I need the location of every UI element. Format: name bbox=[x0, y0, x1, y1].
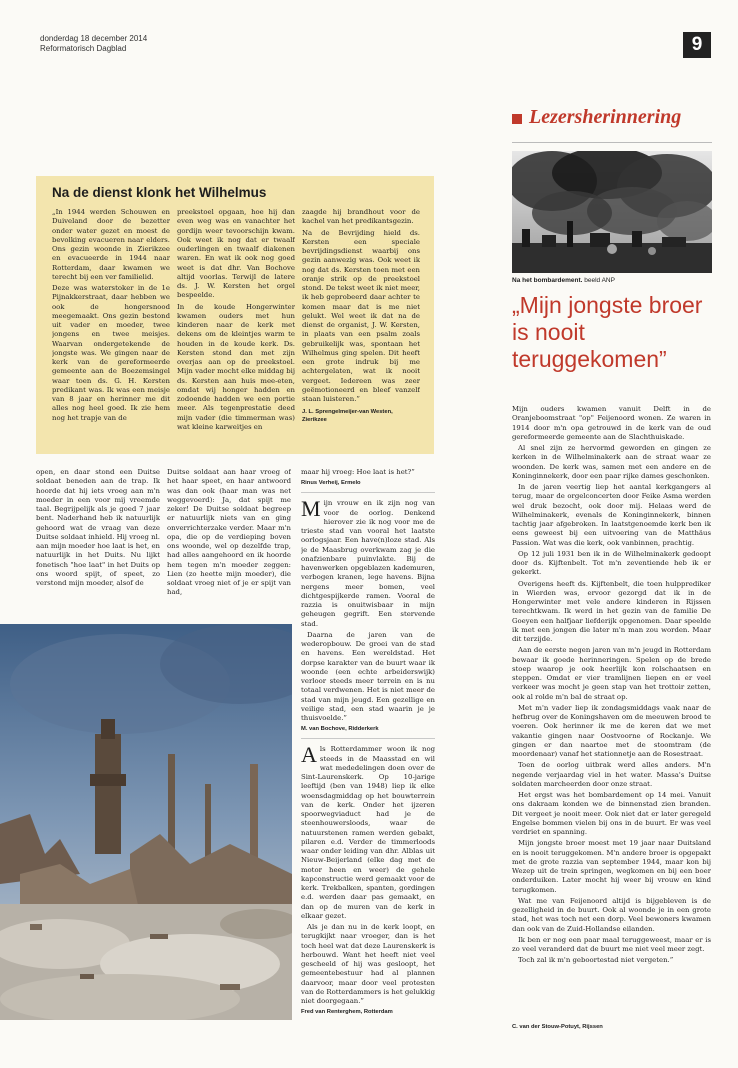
box-paragraph: preekstoel opgaan, hoe hij dan even weg was en vanachter het gordijn weer tevoorschijn kwam. Ook weet ik nog dat er twaalf ouderlingen en twaalf diakenen waren. En wat ik ook nog goed weet is dat dhr. Van Bochove altijd voorlas. Terwijl de latere ds. J. W. Kersten het orgel bespeelde. bbox=[177, 208, 295, 300]
photo-caption bbox=[512, 277, 615, 284]
bombardment-photo bbox=[512, 151, 712, 273]
story-left-column-1 bbox=[36, 468, 160, 618]
bombardment-photo-image bbox=[512, 151, 712, 273]
box-paragraph: Deze was waterstoker in de 1e Pijnakkerstraat, daar hebben we ook de hongersnood meegemaakt. Ons gezin bestond uit vader en moeder, twee jongens en twee meisjes. Waarvan ondergetekende de jongste was. We gingen naar de kerk van de gereformeerde gemeente aan de Boezemsingel waar toen ds. G. H. Kersten predikant was. Ik was een meisje van 8 jaar en herinner me dit alles nog heel goed. Ik zie hem nog het trapje van de bbox=[52, 284, 170, 422]
story-divider bbox=[301, 738, 435, 739]
story-paragraph: Toen de oorlog uitbrak werd alles anders. M'n negende verjaardag viel in het water. Massa's Duitse soldaten marcheerden door onze straat. bbox=[512, 761, 711, 788]
box-column-1 bbox=[52, 208, 170, 450]
story-paragraph: Aan de eerste negen jaren van m'n jeugd in Rotterdam bewaar ik goede herinneringen. Spelen op de brede stoep waarop je ook heerlijk kon rolschaatsen en steppen. Omdat er vier tramlijnen liepen en er veel verkeer was mocht je geen stap van het trottoir zetten, ook al rolde m'n bal de straat op. bbox=[512, 646, 711, 701]
box-column-3 bbox=[302, 208, 420, 450]
box-signature-name: J. L. Sprengelmeijer-van Westen, bbox=[302, 409, 393, 416]
caption-credit: beeld ANP bbox=[584, 277, 615, 284]
story-paragraph: Met m'n vader liep ik zondagsmiddags vaak naar de hefbrug over de Koningshaven om de meeuwen brood te voeren. Ook herinner ik me de keren dat we met vakantie gingen naar Oostvoorne of Rockanje. We gingen er dan naartoe met de stoomtram (de moordenaar) vanaf het stationnetje aan de Rosestraat. bbox=[512, 703, 711, 758]
box-paragraph: zaagde hij brandhout voor de kachel van het predikantsgezin. bbox=[302, 208, 420, 226]
story-divider bbox=[301, 492, 435, 493]
story-mid1-signature: M. van Bochove, Ridderkerk bbox=[301, 726, 379, 733]
ruins-photo bbox=[0, 624, 292, 1020]
box-paragraph: Na de Bevrijding hield ds. Kersten een speciale bevrijdingsdienst waarbij ons gezin aanwezig was. Ook weet ik nog dat ds. Kersten toen met een oranje strik op de preekstoel stond. De tekst weet ik niet meer, ik heb geprobeerd daar achter te komen maar dat is me niet gelukt. Wel weet ik dat na de dienst de organist, J. W. Kersten, in plaats van een psalm zoals gebruikelijk was, spontaan het Wilhelmus ging spelen. Dit heeft een grote indruk bij me achtergelaten, wat ik nooit vergeet. Iedereen was zeer geëmotioneerd en bleef vanzelf staan luisteren.” bbox=[302, 228, 420, 403]
story-paragraph: Overigens heeft ds. Kijftenbelt, die toen hulpprediker in Wierden was, ervoor gezorgd dat ik in de Hongerwinter met vele andere kinderen in Rijssen terechtkwam. Ik werd in het gezin van de familie De Goeyen een halfjaar liefderijk opgenomen. Daar speelde ik met een jongen die later m'n man zou worden. Maar dit terzijde. bbox=[512, 579, 711, 643]
story-paragraph: Ik ben er nog een paar maal teruggeweest, maar er is zo veel veranderd dat de buurt me niet veel meer zegt. bbox=[512, 935, 711, 953]
story-paragraph: Het ergst was het bombardement op 14 mei. Vanuit ons dakraam konden we de binnenstad zien branden. Dit vergeet je nooit meer. Ook niet dat er later geregeld Engelse bommen vielen bij ons in de buurt. Er was veel verdriet en spanning. bbox=[512, 791, 711, 836]
page-number: 9 bbox=[683, 32, 711, 58]
story-text: ijn vrouw en ik zijn nog van voor de oorlog. Denkend hierover zie ik nog voor me de trieste stad van vooral het laatste oorlogsjaar. Een have(n)loze stad. Als je de Maasbrug overkwam zag je die onafzienbare puinvlakte. Bij de havenwerken opgeblazen kademuren, verbogen kranen, lege havens. Bijna nergens meer bomen, veel dichtgespijkerde ramen. Vooral de razzia is onuitwisbaar in mijn geheugen gegrift. Een stervende stad. bbox=[301, 499, 435, 628]
drop-cap: A bbox=[301, 742, 317, 768]
story-paragraph: Duitse soldaat aan haar vroeg of het haar speet, en haar antwoord was dan ook (haar man was net weggevoerd): Ja, dat spijt me zeker! De Duitse soldaat begreep er natuurlijk niets van en ging onverrichterzake verder. Maar m'n opa, die op de verdieping boven ons woonde, wel op dezelfde trap, had alles aangehoord en ik hoorde hem tegen m'n moeder zeggen: Lien (zo heette mijn moeder), die soldaat vroeg niet of je er spijt van had, bbox=[167, 468, 291, 597]
box-paragraph: In de koude Hongerwinter kwamen ouders met hun kinderen naar de kerk met dekens om de kleintjes warm te houden in de koude kerk. Ds. Kersten stond dan met zijn overjas aan op de preekstoel. Mijn vader mocht elke middag bij ds. Kersten aan huis mee-eten, omdat wij honger hadden en zodoende hadden we een portie meer. Als tegenprestatie deed mijn vader (die timmerman was) wat kleine karweitjes en bbox=[177, 302, 295, 431]
story-left-column-2 bbox=[167, 468, 291, 618]
story-paragraph: Al snel zijn ze hervormd geworden en gingen ze kerken in de Wilhelminakerk aan de straat waar ze woonden. De kerk was, samen met een andere en de Koninginnekerk, door een paar rijke dames geschonken. bbox=[512, 444, 711, 480]
story-paragraph: Mijn jongste broer moest met 19 jaar naar Duitsland en is nooit teruggekomen. M'n andere broer is opgepakt met de grote razzia van september 1944, maar kon bij Wezep uit de trein springen, wegkomen en bij een boer onderduiken. Later mocht hij weer bij vrouw en kind terugkomen. bbox=[512, 839, 711, 894]
story-column-3 bbox=[301, 468, 435, 1028]
ruins-photo-image bbox=[0, 624, 292, 1020]
story-right-column bbox=[512, 405, 711, 1017]
story-paragraph: maar hij vroeg: Hoe laat is het?” bbox=[301, 468, 415, 476]
issue-date: donderdag 18 december 2014 bbox=[40, 34, 148, 43]
kicker-square-icon bbox=[512, 114, 522, 124]
box-column-2 bbox=[177, 208, 295, 450]
box-title: Na de dienst klonk het Wilhelmus bbox=[52, 185, 267, 200]
story-paragraph: Wat me van Feijenoord altijd is bijgebleven is de gezelligheid in de buurt. Ook al woonde je in een grote stad, het was toch net een dorp. Veel bewoners kwamen dan ook van de Zuid-Hollandse eilanden. bbox=[512, 896, 711, 933]
kicker-rule bbox=[512, 142, 712, 143]
story-paragraph bbox=[301, 742, 435, 921]
story-paragraph: Mijn ouders kwamen vanuit Delft in de Oranjeboomstraat "op" Feijenoord wonen. Ze waren in 1914 door m'n opa getrouwd in de kerk van de oud gereformeerde gemeente aan de Slachthuiskade. bbox=[512, 405, 711, 441]
box-paragraph: „In 1944 werden Schouwen en Duiveland door de bezetter onder water gezet en moest de bevolking evacueren naar elders. Ons gezin woonde in Zierikzee en evacueerde in 1944 naar Rotterdam, daar kwamen we terecht bij een ver familielid. bbox=[52, 208, 170, 281]
caption-title: Na het bombardement. bbox=[512, 277, 583, 284]
story-paragraph bbox=[301, 496, 435, 629]
drop-cap: M bbox=[301, 496, 321, 522]
story-right-signature: C. van der Stouw-Potuyt, Rijssen bbox=[512, 1024, 603, 1030]
box-signature-place: Zierikzee bbox=[302, 417, 327, 424]
story-left-signature: Rinus Verheij, Ermelo bbox=[301, 480, 361, 487]
headline-quote: „Mijn jongste broer is nooit teruggekomen” bbox=[512, 292, 703, 372]
section-kicker: Lezersherinnering bbox=[529, 106, 682, 128]
masthead bbox=[40, 34, 147, 54]
box-signature bbox=[302, 408, 420, 424]
story-paragraph: Toch zal ik m'n geboortestad niet vergeten.” bbox=[518, 956, 674, 965]
story-mid2-signature: Fred van Renterghem, Rotterdam bbox=[301, 1009, 393, 1016]
paper-name: Reformatorisch Dagblad bbox=[40, 44, 127, 53]
story-paragraph: open, en daar stond een Duitse soldaat beneden aan de trap. Ik hoorde dat hij iets vroeg aan m'n moeder in een voor mij vreemde taal. Begrijpelijk als je goed 7 jaar bent. Naderhand heb ik natuurlijk gehoord wat de vraag van deze Duitse soldaat inhield. Hij vroeg nl. aan mijn moeder hoe laat is het, en natuurlijk in het Duits. Nu lijkt fonetisch "hoe laat" in het Duits op ons woord spijt, of speet, zo verstond mijn moeder, alsof de bbox=[36, 468, 160, 587]
story-text: ls Rotterdammer woon ik nog steeds in de Maasstad en wil wat mededelingen doen over de Sint-Laurenskerk. Op 10-jarige leeftijd (ben van 1948) liep ik elke woensdagmiddag op het bouwterrein van de kerk. Onder het ijzeren spoorwegviaduct had je de steenhouwersloods, waar de natuurstenen ramen werden gebakt, pilaren e.d. Verder de timmerloods waar onder leiding van dhr. Alblas uit Nieuw-Beijerland (elke dag met de motor heen en weer) de gehele kapconstructie werd gemaakt voor de kerk. Trekbalken, spanten, gordingen e.d. werden daar pas gemaakt, en dan op de muren van de kerk in elkaar gezet. bbox=[301, 745, 435, 920]
story-paragraph: Als je dan nu in de kerk loopt, en terugkijkt naar vroeger, dan is het toch heel wat dat deze Laurenskerk is herbouwd. Want het heeft niet veel gescheeld of hij was gesloopt, het gemeentebestuur had al plannen daarvoor, maar door veel protesten van de Rotterdammers is het gelukkig niet doorgegaan.” bbox=[301, 923, 435, 1005]
story-paragraph: In de jaren veertig liep het aantal kerkgangers al terug, maar de orgelconcerten door Feike Asma werden wel druk bezocht, ook door mij. Helaas werd de Wilhelminakerk, evenals de Koninginnekerk, binnen tachtig jaar afgebroken. In laatstgenoemde kerk ben ik eens geweest bij een uitvoering van de Matthäus Passion. Wat was die kerk, ook vanbinnen, prachtig. bbox=[512, 483, 711, 547]
story-paragraph: Daarna de jaren van de wederopbouw. De groei van de stad en havens. Een wereldstad. Het dorpse karakter van de buurt waar ik woonde (een echte arbeiderswijk) verloor steeds meer terrein en is nu totaal verdwenen. Het is niet meer de stad van mijn jeugd. Een gezellige en veilige stad, een stad waarin je je thuisvoelde.” bbox=[301, 630, 435, 722]
story-paragraph: Op 12 juli 1931 ben ik in de Wilhelminakerk gedoopt door ds. Kijftenbelt. Tot m'n zeventiende heb ik er gekerkt. bbox=[512, 549, 711, 577]
